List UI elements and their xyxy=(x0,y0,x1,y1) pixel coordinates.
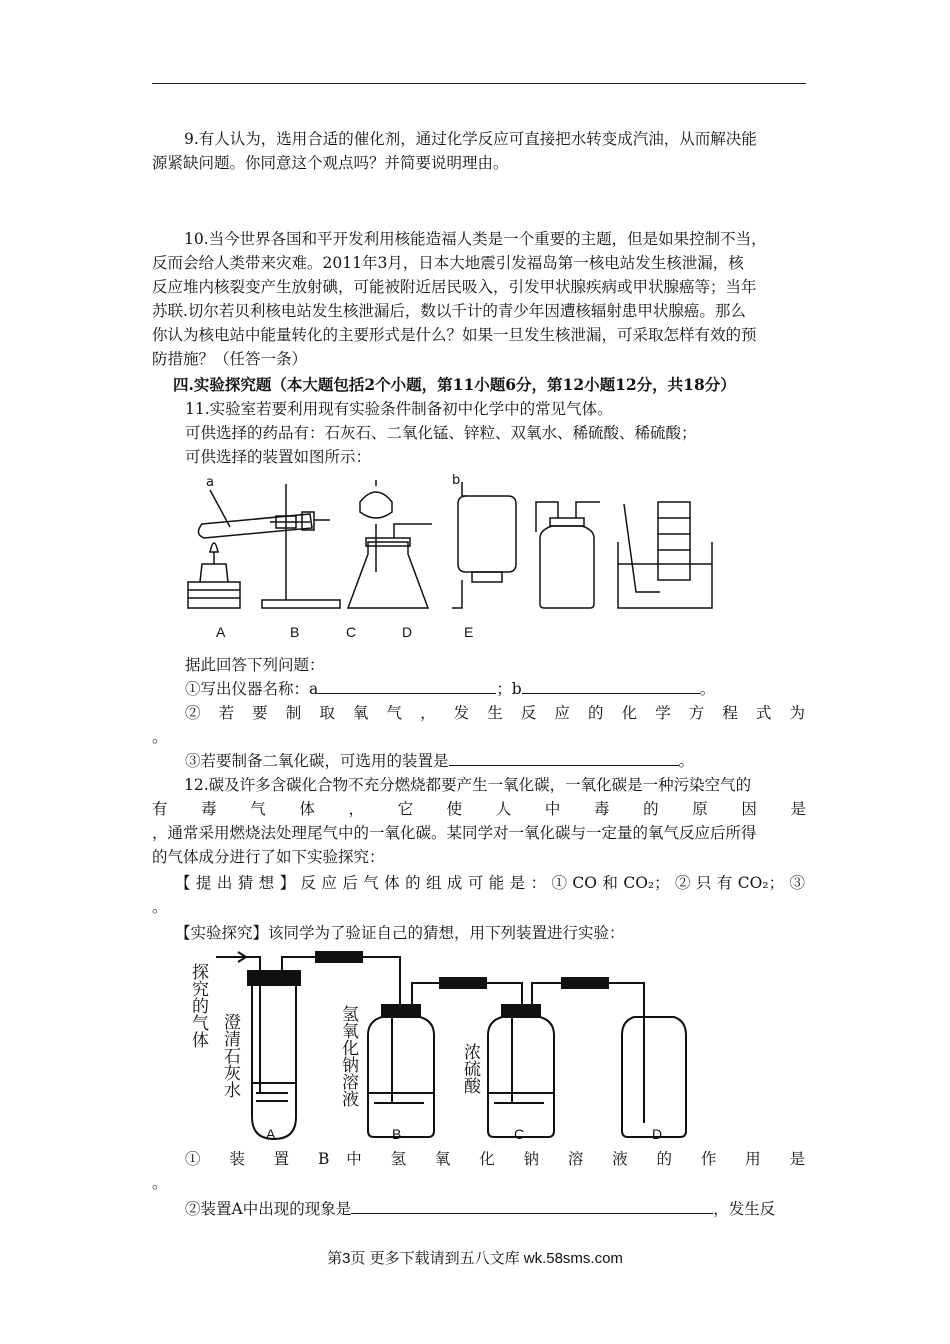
q10-line6: 防措施？（任答一条） xyxy=(152,350,308,368)
device-label-B: B xyxy=(290,624,300,640)
q11-sub3-end: 。 xyxy=(678,752,695,770)
fig-label-B: B xyxy=(392,1126,402,1142)
q9-line1: 9.有人认为，选用合适的催化剂，通过化学反应可直接把水转变成汽油，从而解决能 xyxy=(184,130,757,148)
q11-sub1-end: 。 xyxy=(699,680,716,698)
q12-experiment: 【实验探究】该同学为了验证自己的猜想，用下列装置进行实验： xyxy=(175,924,625,942)
device-e xyxy=(536,502,600,608)
device-label-E: E xyxy=(464,624,474,640)
answer-blank-phenomenon[interactable] xyxy=(351,1197,713,1214)
device-c xyxy=(348,480,432,608)
q12-line3: ，通常采用燃烧法处理尾气中的一氧化碳。某同学对一氧化碳与一定量的氧气反应后所得 xyxy=(152,824,757,842)
q10-line4: 苏联.切尔若贝利核电站发生核泄漏后，数以千计的青少年因遭核辐射患甲状腺癌。那么 xyxy=(152,302,746,320)
q12-sub1: ① 装 置 B 中 氢 氧 化 钠 溶 液 的 作 用 是 xyxy=(185,1150,805,1168)
answer-blank-devices[interactable] xyxy=(449,749,679,766)
q12-apparatus-figure xyxy=(188,943,708,1148)
q12-line2: 有 毒 气 体 ， 它 使 人 中 毒 的 原 因 是 xyxy=(152,800,806,818)
q9-line2: 源紧缺问题。你同意这个观点吗？并简要说明理由。 xyxy=(152,154,509,172)
q11-sub3 xyxy=(185,749,839,773)
q10-line5: 你认为核电站中能量转化的主要形式是什么？如果一旦发生核泄漏，可采取怎样有效的预 xyxy=(152,326,757,344)
q10-line3: 反应堆内核裂变产生放射碘，可能被附近居民吸入，引发甲状腺疾病或甲状腺癌等；当年 xyxy=(152,278,757,296)
q10-line1: 10.当今世界各国和平开发利用核能造福人类是一个重要的主题，但是如果控制不当， xyxy=(184,230,767,248)
label-a: a xyxy=(206,475,214,490)
answer-blank-a[interactable] xyxy=(318,677,496,694)
fig-c-liquid-label: 浓硫酸 xyxy=(460,1043,480,1094)
q11-sub1 xyxy=(185,677,839,701)
label-b: b xyxy=(452,473,461,488)
section4-title: 四.实验探究题（本大题包括2个小题，第11小题6分，第12小题12分，共18分） xyxy=(173,375,736,394)
q11-sub1-prefix: ①写出仪器名称：a xyxy=(185,680,319,698)
fig-gas-label: 探究的气体 xyxy=(188,963,208,1048)
q11-apparatus-figure xyxy=(180,472,720,617)
q12-sub2-prefix: ②装置A中出现的现象是 xyxy=(185,1200,352,1218)
q12-line1: 12.碳及许多含碳化合物不充分燃烧都要产生一氧化碳，一氧化碳是一种污染空气的 xyxy=(184,776,752,794)
q11-sub3-prefix: ③若要制备二氧化碳，可选用的装置是 xyxy=(185,752,449,770)
page-footer: 第3页 更多下载请到五八文库 wk.58sms.com xyxy=(327,1250,623,1267)
device-a xyxy=(188,490,330,608)
q12-hypothesis: 【提出猜想】反应后气体的组成可能是：①CO和CO₂；②只有CO₂；③ xyxy=(175,874,805,892)
device-f xyxy=(618,502,712,608)
q11-intro: 11.实验室若要利用现有实验条件制备初中化学中的常见气体。 xyxy=(185,400,613,418)
q12-sub1-end: 。 xyxy=(152,1174,168,1192)
q11-reagents: 可供选择的药品有：石灰石、二氧化锰、锌粒、双氧水、稀硫酸、稀硫酸； xyxy=(185,424,697,442)
fig-a-liquid-label: 澄清石灰水 xyxy=(220,1013,240,1098)
q12-hypothesis-end: 。 xyxy=(152,898,168,916)
fig-label-A: A xyxy=(266,1126,276,1142)
q11-sub2-end: 。 xyxy=(152,728,168,746)
q12-line4: 的气体成分进行了如下实验探究： xyxy=(152,848,385,866)
q11-sub2: ② 若 要 制 取 氧 气 ， 发 生 反 应 的 化 学 方 程 式 为 xyxy=(185,704,805,722)
device-label-C: C xyxy=(346,624,357,640)
q12-sub2 xyxy=(185,1197,815,1221)
header-rule xyxy=(152,83,806,84)
device-d xyxy=(452,482,516,608)
fig-label-C: C xyxy=(514,1126,525,1142)
device-b xyxy=(262,484,340,608)
fig-b-liquid-label: 氢氧化钠溶液 xyxy=(338,1005,358,1107)
q11-prompt: 据此回答下列问题： xyxy=(185,656,325,674)
device-label-D: D xyxy=(402,624,413,640)
q12-sub2-suffix: ，发生反 xyxy=(713,1200,776,1218)
fig-label-D: D xyxy=(652,1126,663,1142)
device-label-A: A xyxy=(216,624,226,640)
q11-sub1-mid: ；b xyxy=(496,680,522,698)
q11-devices: 可供选择的装置如图所示： xyxy=(185,448,372,466)
answer-blank-b[interactable] xyxy=(522,677,700,694)
q10-line2: 反而会给人类带来灾难。2011年3月，日本大地震引发福岛第一核电站发生核泄漏，核 xyxy=(152,254,744,272)
